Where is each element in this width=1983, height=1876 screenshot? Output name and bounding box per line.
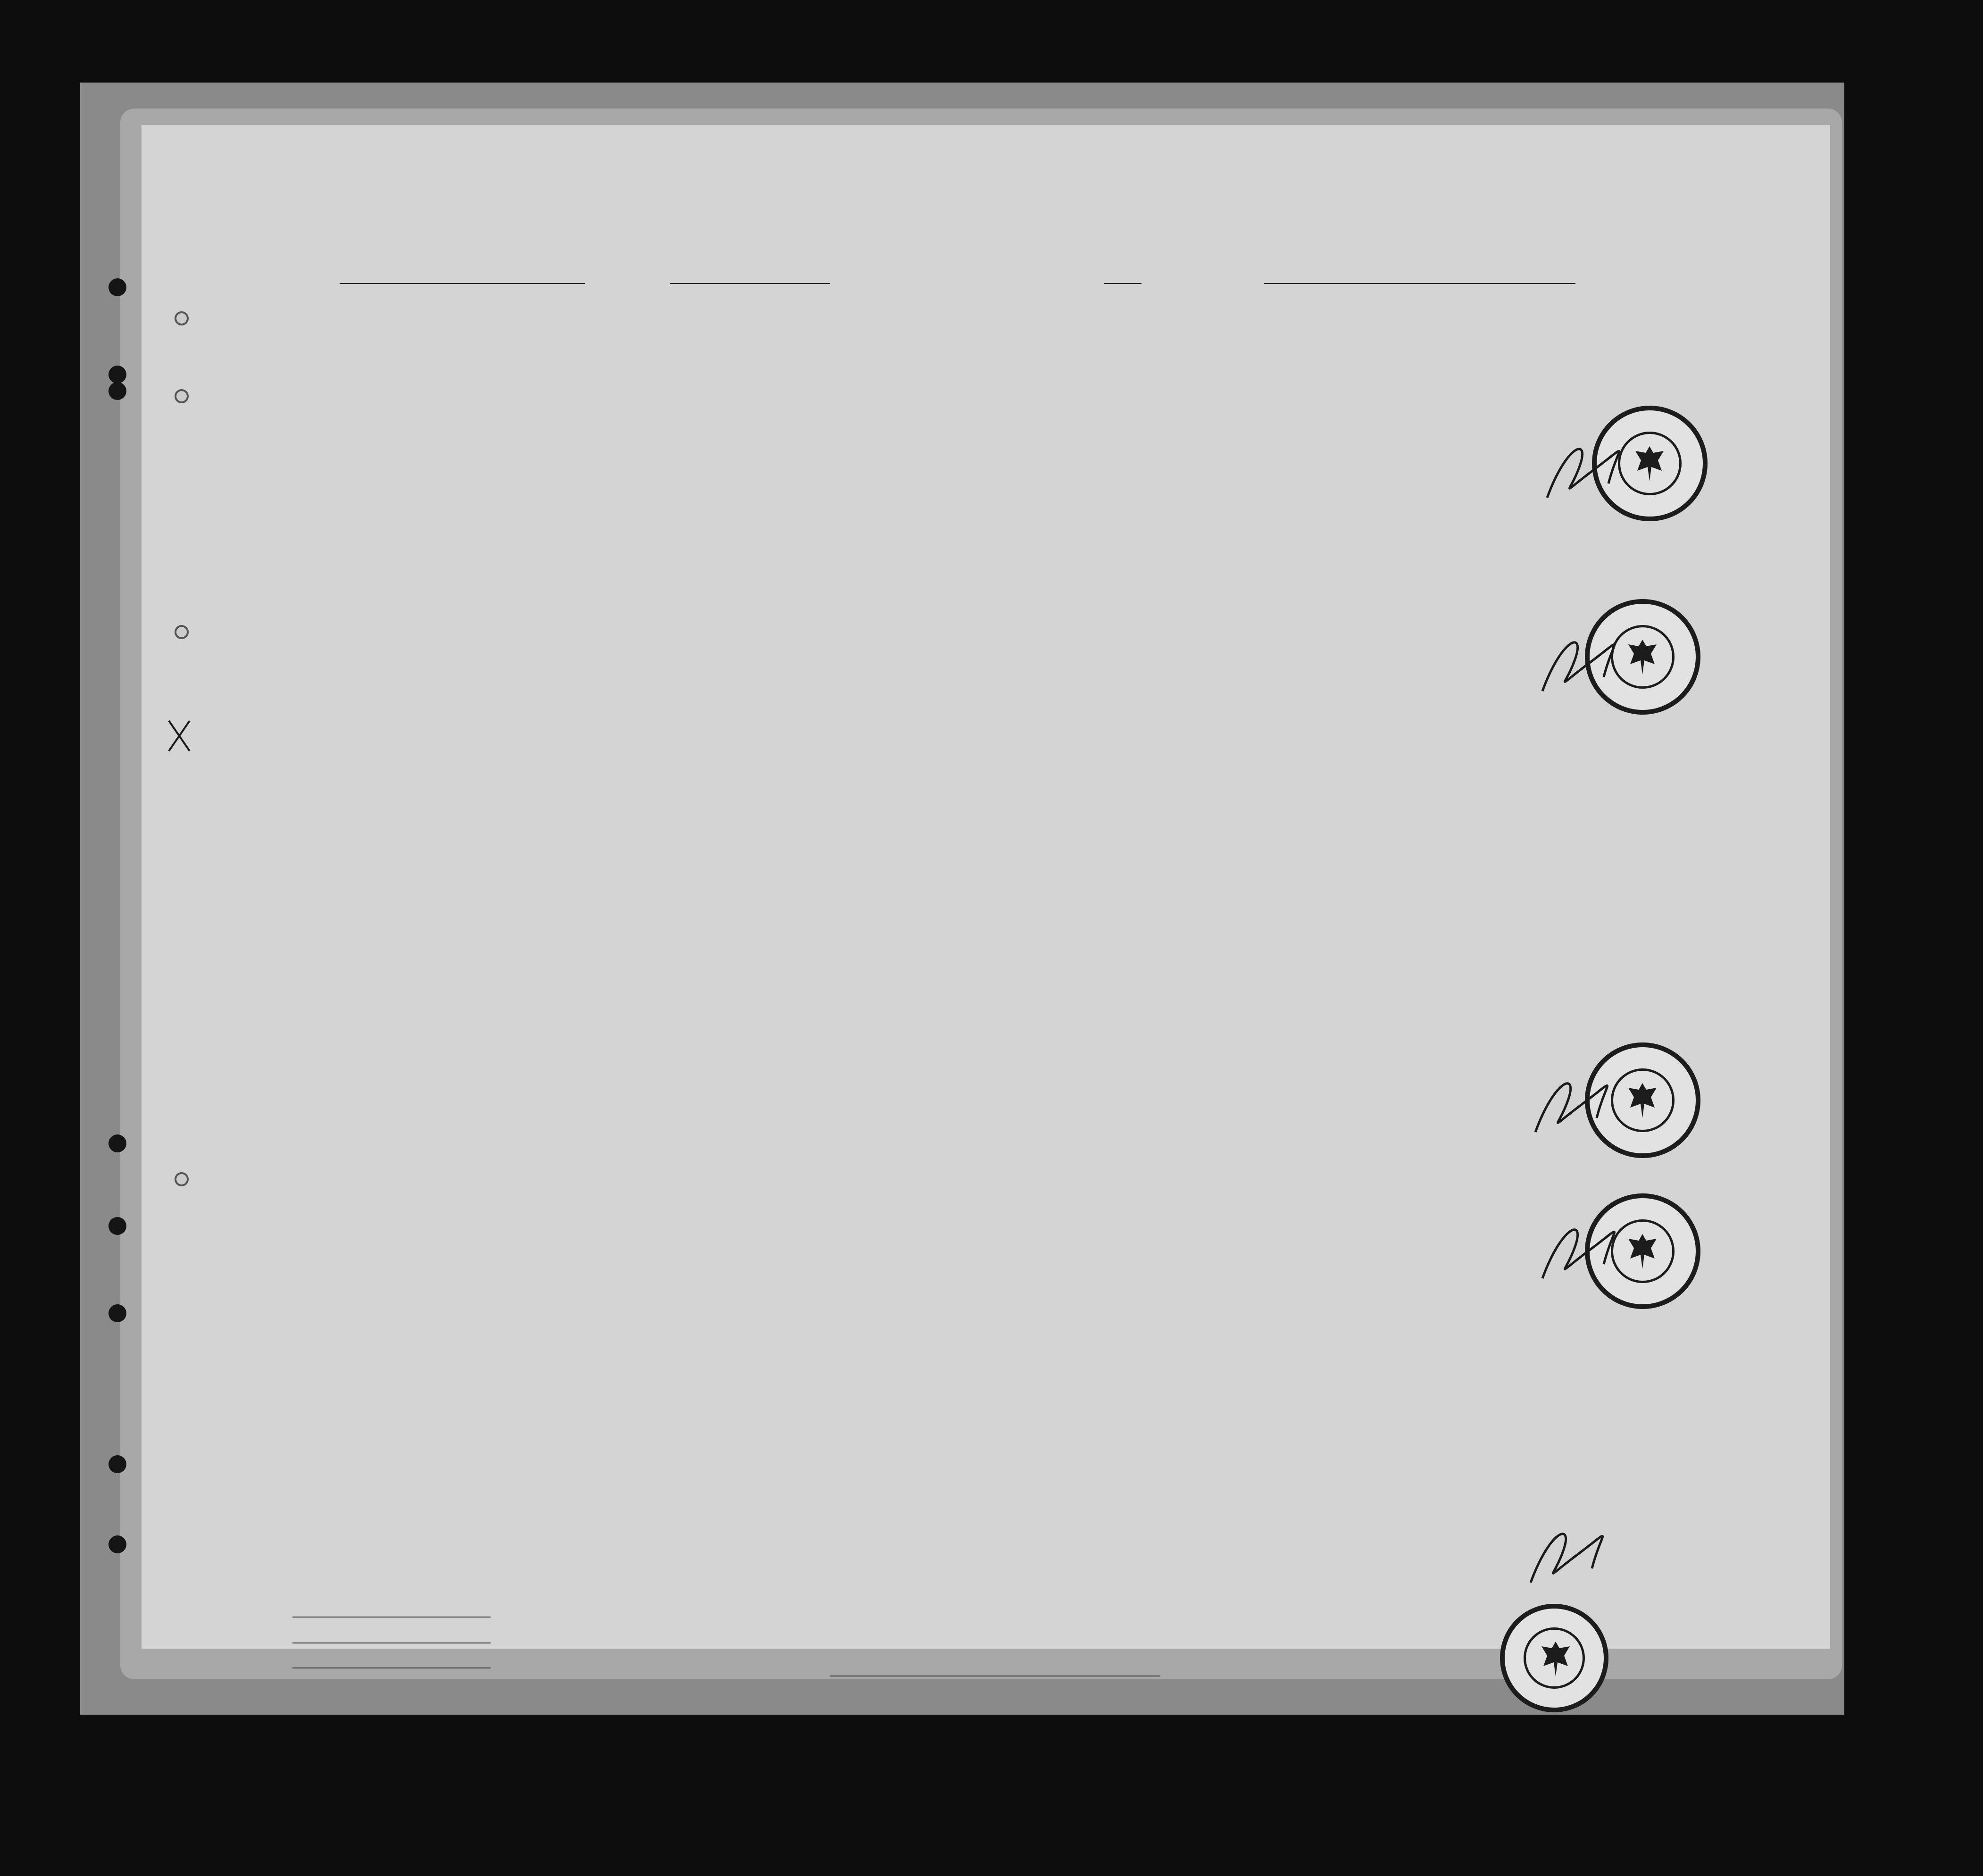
ring-hole xyxy=(175,1172,189,1186)
binder-hole xyxy=(108,1455,126,1473)
binder-hole xyxy=(108,1217,126,1235)
eagle-emblem-icon xyxy=(1631,442,1668,485)
vessel-owner-info xyxy=(217,1616,1726,1710)
inspector-initials-scrawl xyxy=(1524,1061,1613,1142)
binder-hole xyxy=(108,366,126,384)
arrival-port xyxy=(670,283,830,284)
eagle-emblem-icon xyxy=(1624,1079,1661,1122)
binder-hole xyxy=(108,1304,126,1322)
vessel-info-line xyxy=(292,283,1651,307)
margin-x-mark xyxy=(165,717,193,755)
binder-hole xyxy=(108,1134,126,1152)
binder-hole xyxy=(108,382,126,400)
binder-hole xyxy=(108,278,126,296)
departure-port xyxy=(1264,283,1575,284)
crew-table xyxy=(203,316,1802,1609)
vessel-name xyxy=(340,283,585,284)
inspector-initials-scrawl xyxy=(1533,620,1618,700)
line-value xyxy=(292,1617,491,1618)
eagle-emblem-icon xyxy=(1624,1230,1661,1273)
arrival-year xyxy=(1104,283,1141,284)
ring-hole xyxy=(175,625,189,639)
ring-hole xyxy=(175,311,189,325)
inspector-initials-scrawl xyxy=(1533,1208,1618,1288)
ring-hole xyxy=(175,389,189,403)
inspector-initials-scrawl xyxy=(1538,427,1623,507)
manifest-sheet xyxy=(142,125,1830,1649)
eagle-emblem-icon xyxy=(1624,636,1661,678)
inspector-initials-scrawl xyxy=(1519,1512,1608,1592)
binder-hole xyxy=(108,1535,126,1553)
